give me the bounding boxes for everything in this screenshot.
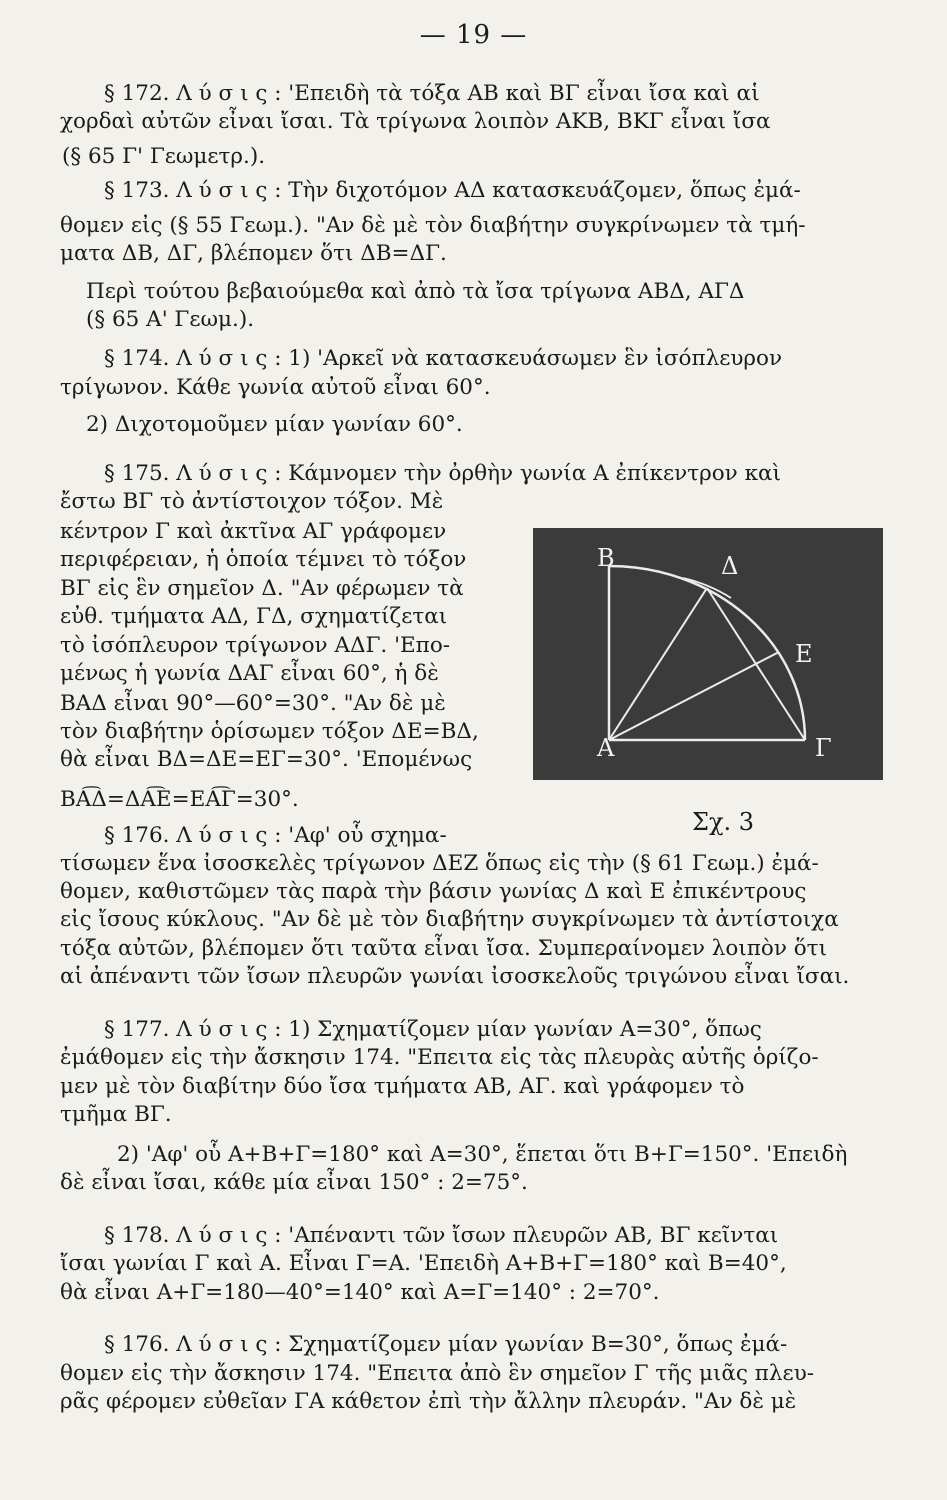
text-line: ἔστω ΒΓ τὸ ἀντίστοιχον τόξον. Μὲ xyxy=(60,489,444,514)
text-line: μένως ἡ γωνία ΔΑΓ εἶναι 60°, ἡ δὲ xyxy=(60,661,439,686)
text-line: κέντρον Γ καὶ ἀκτῖνα ΑΓ γράφομεν xyxy=(60,519,447,544)
label-B: Β xyxy=(597,544,615,572)
text-line: ΒΑ͡Δ=ΔΑ͡Ε=ΕΑ͡Γ=30°. xyxy=(60,787,299,812)
text-line: § 176. Λ ύ σ ι ς : Σχηματίζομεν μίαν γωνίαν Β=30°, ὅπως ἐμά- xyxy=(104,1332,788,1357)
text-line: ρᾶς φέρομεν εὐθεῖαν ΓΑ κάθετον ἐπὶ τὴν ἄλλην πλευράν. "Αν δὲ μὲ xyxy=(60,1389,797,1414)
label-A: Α xyxy=(597,734,615,762)
text-line: τρίγωνον. Κάθε γωνία αὐτοῦ εἶναι 60°. xyxy=(60,375,491,400)
text-line: τὸ ἰσόπλευρον τρίγωνον ΑΔΓ. 'Επο- xyxy=(60,633,451,658)
text-line: § 174. Λ ύ σ ι ς : 1) 'Αρκεῖ νὰ κατασκευάσωμεν ἓν ἰσόπλευρον xyxy=(104,346,783,371)
text-line: ΒΓ εἰς ἓν σημεῖον Δ. "Αν φέρωμεν τὰ xyxy=(60,576,464,601)
text-line: θομεν, καθιστῶμεν τὰς παρὰ τὴν βάσιν γωνίας Δ καὶ Ε ἐπικέντρους xyxy=(60,879,807,904)
text-line: (§ 65 Α' Γεωμ.). xyxy=(86,307,255,332)
label-G: Γ xyxy=(815,734,832,762)
text-line: εἰς ἴσους κύκλους. "Αν δὲ μὲ τὸν διαβήτην συγκρίνωμεν τὰ ἀντίστοιχα xyxy=(60,907,839,932)
text-line: § 177. Λ ύ σ ι ς : 1) Σχηματίζομεν μίαν γωνίαν Α=30°, ὅπως xyxy=(104,1017,762,1042)
text-line: ἴσαι γωνίαι Γ καὶ Α. Εἶναι Γ=Α. 'Επειδὴ Α+Β+Γ=180° καὶ Β=40°, xyxy=(60,1251,787,1276)
text-line: δὲ εἶναι ἴσαι, κάθε μία εἶναι 150° : 2=75°. xyxy=(60,1170,528,1195)
text-line: ΒΑΔ εἶναι 90°—60°=30°. "Αν δὲ μὲ xyxy=(60,691,446,716)
label-D: Δ xyxy=(721,552,739,580)
text-line: § 175. Λ ύ σ ι ς : Κάμνομεν τὴν ὀρθὴν γωνία Α ἐπίκεντρον καὶ xyxy=(104,461,781,486)
text-line: ἐμάθομεν εἰς τὴν ἄσκησιν 174. "Επειτα εἰς τὰς πλευρὰς αὐτῆς ὁρίζο- xyxy=(60,1045,819,1070)
text-line: αἱ ἀπέναντι τῶν ἴσων πλευρῶν γωνίαι ἰσοσκελοῦς τριγώνου εἶναι ἴσαι. xyxy=(60,964,850,989)
text-line: (§ 65 Γ' Γεωμετρ.). xyxy=(62,144,266,169)
text-line: ματα ΔΒ, ΔΓ, βλέπομεν ὅτι ΔΒ=ΔΓ. xyxy=(60,241,447,266)
text-line: περιφέρειαν, ἡ ὁποία τέμνει τὸ τόξον xyxy=(60,547,467,572)
text-line: § 173. Λ ύ σ ι ς : Τὴν διχοτόμον ΑΔ κατασκευάζομεν, ὅπως ἐμά- xyxy=(104,178,801,203)
text-line: τὸν διαβήτην ὁρίσωμεν τόξον ΔΕ=ΒΔ, xyxy=(60,719,479,744)
text-line: θομεν εἰς τὴν ἄσκησιν 174. "Επειτα ἀπὸ ἓν σημεῖον Γ τῆς μιᾶς πλευ- xyxy=(60,1361,815,1386)
text-line: 2) Διχοτομοῦμεν μίαν γωνίαν 60°. xyxy=(86,412,463,437)
text-line: Περὶ τούτου βεβαιούμεθα καὶ ἀπὸ τὰ ἴσα τρίγωνα ΑΒΔ, ΑΓΔ xyxy=(86,279,745,304)
label-E: Ε xyxy=(795,640,813,668)
text-line: τμῆμα ΒΓ. xyxy=(60,1102,172,1127)
figure-caption: Σχ. 3 xyxy=(692,808,755,836)
figure-3 xyxy=(533,528,883,780)
text-line: χορδαὶ αὐτῶν εἶναι ἴσαι. Τὰ τρίγωνα λοιπὸν ΑΚΒ, ΒΚΓ εἶναι ἴσα xyxy=(60,109,771,134)
page-number: — 19 — xyxy=(419,20,528,50)
text-line: § 178. Λ ύ σ ι ς : 'Απέναντι τῶν ἴσων πλευρῶν ΑΒ, ΒΓ κεῖνται xyxy=(104,1223,779,1248)
text-line: θομεν εἰς (§ 55 Γεωμ.). "Αν δὲ μὲ τὸν διαβήτην συγκρίνωμεν τὰ τμή- xyxy=(60,213,806,238)
text-line: § 172. Λ ύ σ ι ς : 'Επειδὴ τὰ τόξα ΑΒ καὶ ΒΓ εἶναι ἴσα καὶ αἱ xyxy=(104,81,760,106)
text-line: τίσωμεν ἕνα ἰσοσκελὲς τρίγωνον ΔΕΖ ὅπως εἰς τὴν (§ 61 Γεωμ.) ἐμά- xyxy=(60,851,819,876)
text-line: θὰ εἶναι Α+Γ=180—40°=140° καὶ Α=Γ=140° : 2=70°. xyxy=(60,1280,660,1305)
text-line: μεν μὲ τὸν διαβίτην δύο ἴσα τμήματα ΑΒ, ΑΓ. καὶ γράφομεν τὸ xyxy=(60,1074,745,1099)
geometry-diagram xyxy=(533,528,883,780)
text-line: § 176. Λ ύ σ ι ς : 'Αφ' οὗ σχημα- xyxy=(104,823,447,848)
text-line: θὰ εἶναι ΒΔ=ΔΕ=ΕΓ=30°. 'Επομένως xyxy=(60,747,473,772)
text-line: εὐθ. τμήματα ΑΔ, ΓΔ, σχηματίζεται xyxy=(60,604,448,629)
text-line: 2) 'Αφ' οὗ Α+Β+Γ=180° καὶ Α=30°, ἕπεται ὅτι Β+Γ=150°. 'Επειδὴ xyxy=(117,1142,848,1167)
text-line: τόξα αὐτῶν, βλέπομεν ὅτι ταῦτα εἶναι ἴσα. Συμπεραίνομεν λοιπὸν ὅτι xyxy=(60,936,827,961)
